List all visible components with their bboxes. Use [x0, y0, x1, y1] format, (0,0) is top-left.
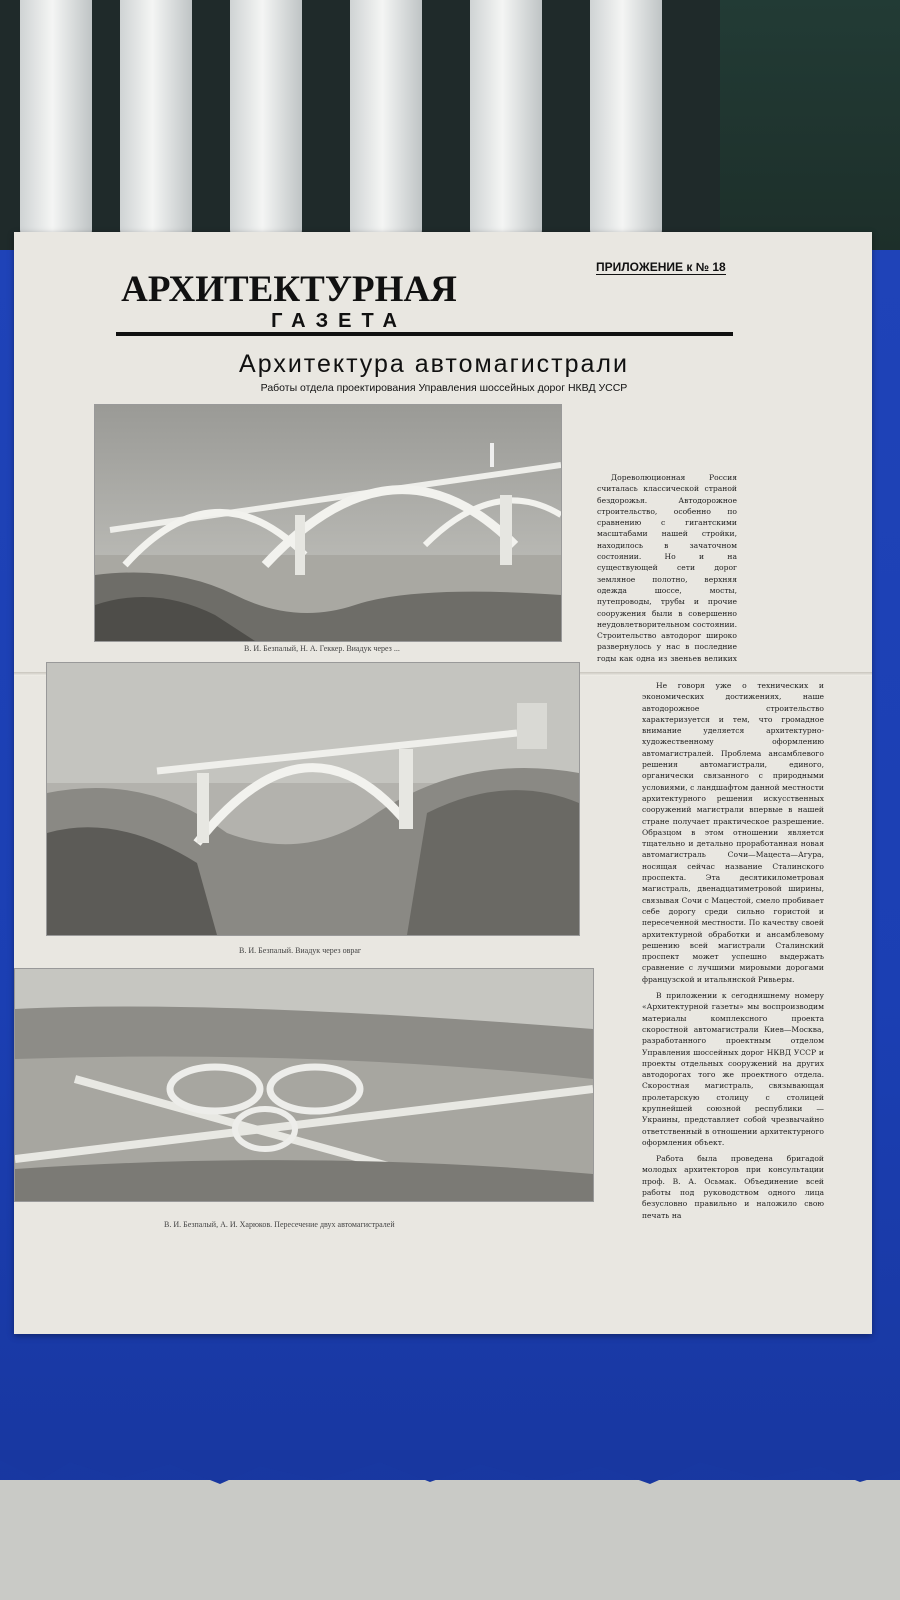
article-column-top [597, 472, 737, 662]
article-paragraph: Не говоря уже о технических и экономических достижениях, наше автодорожное строительство характеризуется и тем, что громадное внимание уделяется архитектурно-художественному оформлению автомагистралей. Проблема ансамблевого решения автомагистрали, единого, органически связанного с природными условиями, с ландшафтом данной местности архитектурного решения искусственных сооружений магистрали впервые в нашей стране получает практическое разрешение. Образцом в этом отношении является тщательно и детально проработанная новая автомагистраль Сочи—Мацеста—Агура, носящая сейчас название Сталинского проспекта. Эта десятикилометровая магистраль, двенадцатиметровой ширины, связывая Сочи с Мацестой, смело пробивает себе дорогу среди сильно гористой и пересеченной местности. По качеству своей архитектурной обработки и ансамблевому решению всей магистрали Сталинский проспект может успешно выдержать сравнение с лучшими мировыми дорогами французской и итальянской Ривьеры. [642, 681, 824, 984]
article-paragraph: В приложении к сегодняшнему номеру «Архитектурной газеты» мы воспроизводим материалы комплексного проекта скоростной автомагистрали Киев—Москва, разработанного проектным отделом Управления шоссейных дорог НКВД УССР и проекты отдельных сооружений на других автодорогах того же проектного отдела. Скоростная магистраль, связывающая пролетарскую столицу с столицей крупнейшей союзной республики — Украины, представляет собой чрезвычайно ответственный в отношении архитектурного оформления объект. [642, 991, 824, 1147]
masthead [119, 270, 459, 332]
floor [0, 1480, 900, 1600]
photo-caption-2: В. И. Безпалый. Виадук через овраг [239, 946, 362, 955]
article-column-bottom [642, 680, 824, 1240]
radiator-background [0, 0, 900, 250]
radiator-fin [590, 0, 662, 240]
cloth-fringe [0, 1450, 900, 1490]
interchange-photo [14, 968, 594, 1202]
viaduct-photo-1 [94, 404, 562, 642]
supplement-label: ПРИЛОЖЕНИЕ к № 18 [596, 260, 726, 274]
wall [720, 0, 900, 250]
photo-caption-3: В. И. Безпалый, А. И. Харюков. Пересечение двух автомагистралей [164, 1220, 395, 1229]
masthead-rule [116, 332, 733, 336]
radiator-fin [20, 0, 92, 240]
radiator-fin [120, 0, 192, 240]
article-paragraph: Работа была проведена бригадой молодых архитекторов при консультации проф. В. А. Осьмак. Объединение всей работы под руководством одного лица безусловно правильно и наложило свою печать на [642, 1154, 824, 1220]
article-subtitle: Работы отдела проектирования Управления шоссейных дорог НКВД УССР [260, 382, 628, 394]
radiator-fin [470, 0, 542, 240]
article-paragraph: Дореволюционная Россия считалась классической страной бездорожья. Автодорожное строительство, особенно по сравнению с гигантскими масштабами нашей стройки, находилось в зачаточном состоянии. Но и на существующей сети дорог земляное полотно, верхняя одежда шоссе, мосты, путепроводы, трубы и прочие сооружения были в совершенно неудовлетворительном состоянии. Строительство автодорог широко развернулось у нас в последние годы как одна из звеньев великих [597, 473, 737, 662]
viaduct-photo-2 [46, 662, 580, 936]
radiator-fin [230, 0, 302, 240]
masthead-title: АРХИТЕКТУРНАЯ [121, 269, 457, 310]
radiator-fin [350, 0, 422, 240]
article-title: Архитектура автомагистрали [239, 350, 629, 378]
masthead-subtitle: ГАЗЕТА [271, 310, 407, 332]
newspaper-page [14, 232, 872, 1334]
photo-caption-1: В. И. Безпалый, Н. А. Геккер. Виадук через ... [244, 644, 400, 653]
